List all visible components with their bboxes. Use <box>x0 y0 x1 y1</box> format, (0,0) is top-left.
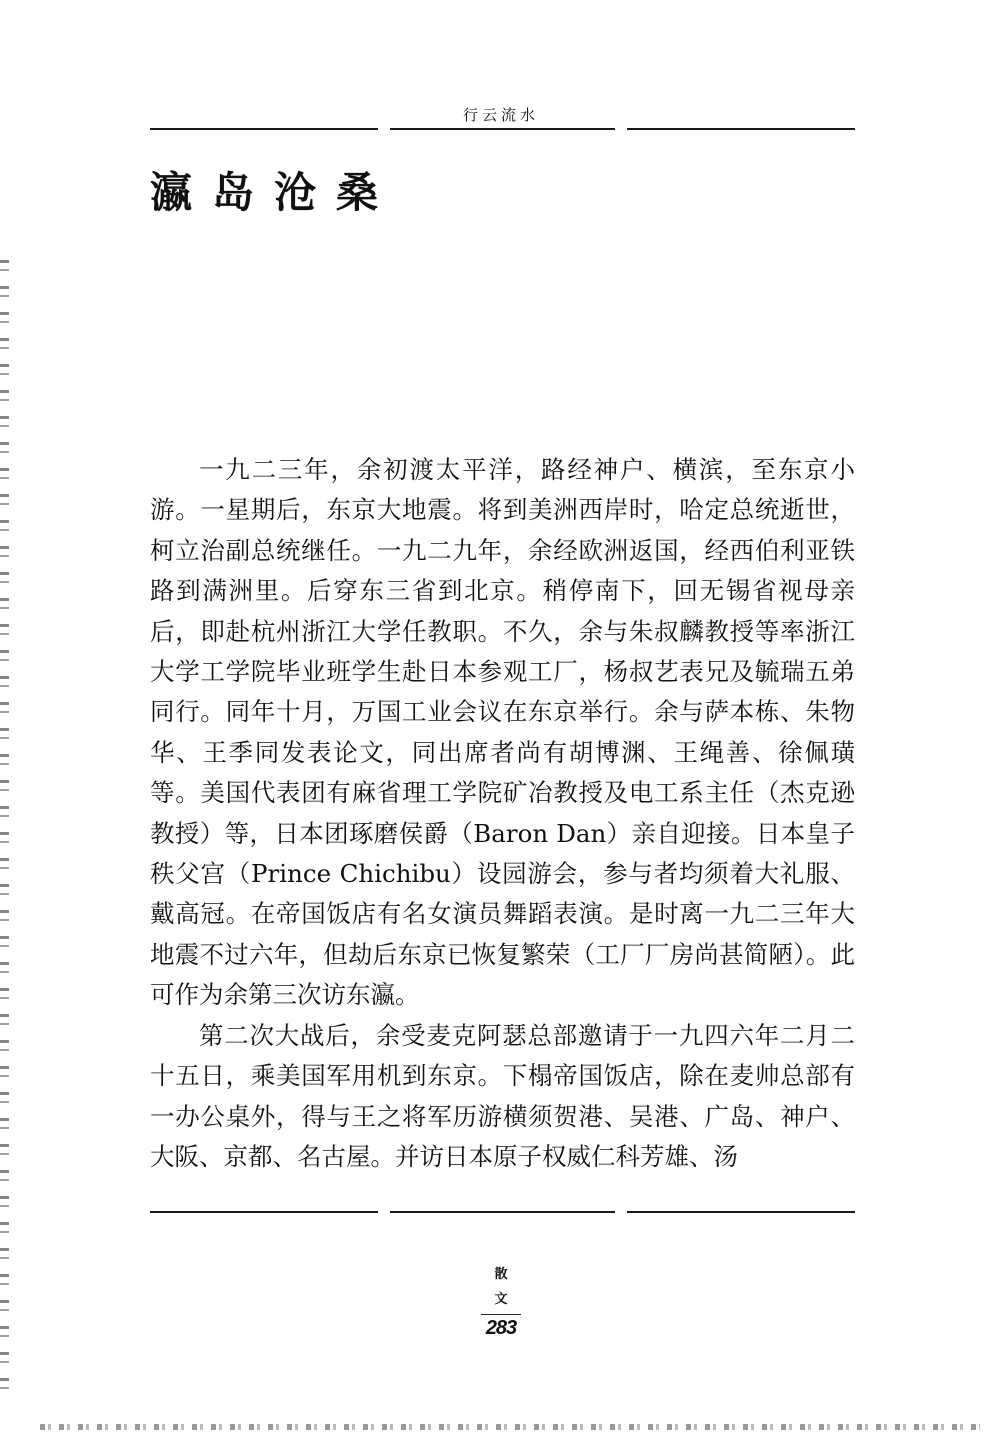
paragraph: 第二次大战后，余受麦克阿瑟总部邀请于一九四六年二月二十五日，乘美国军用机到东京。下榻帝国饭店，除在麦帅总部有一办公桌外，得与王之将军历游横须贺港、吴港、广岛、神户、大阪、京都、名古屋。并访日本原子权威仁科芳雄、汤 <box>150 1020 855 1171</box>
folio-divider <box>481 1314 521 1315</box>
scan-edge-artifact <box>40 1424 980 1430</box>
body-text <box>150 450 855 1177</box>
running-head: 行云流水 <box>462 106 539 124</box>
section-label: 散 <box>494 1267 508 1282</box>
section-label: 文 <box>494 1292 508 1307</box>
footer-rule <box>150 1211 855 1213</box>
page-folio <box>476 1262 526 1340</box>
paragraph: 一九二三年，余初渡太平洋，路经神户、横滨，至东京小游。一星期后，东京大地震。将到美洲西岸时，哈定总统逝世，柯立治副总统继任。一九二九年，余经欧洲返国，经西伯利亚铁路到满洲里。后穿东三省到北京。稍停南下，回无锡省视母亲后，即赴杭州浙江大学任教职。不久，余与朱叔麟教授等率浙江大学工学院毕业班学生赴日本参观工厂，杨叔艺表兄及毓瑞五弟同行。同年十月，万国工业会议在东京举行。余与萨本栋、朱物华、王季同发表论文，同出席者尚有胡博渊、王绳善、徐佩璜等。美国代表团有麻省理工学院矿冶教授及电工系主任（杰克逊教授）等，日本团琢磨侯爵（Baron Dan）亲自迎接。日本皇子秩父宫（Prince Chichibu）设园游会，参与者均须着大礼服、戴高冠。在帝国饭店有名女演员舞蹈表演。是时离一九二三年大地震不过六年，但劫后东京已恢复繁荣（工厂厂房尚甚简陋）。此可作为余第三次访东瀛。 <box>150 455 855 1010</box>
scan-edge-artifact <box>0 260 9 1390</box>
header-rule-segment <box>390 128 615 130</box>
footer-rule-segment <box>150 1211 378 1213</box>
header-rule-segment <box>627 128 855 130</box>
footer-rule-segment <box>390 1211 615 1213</box>
header-rule <box>150 128 855 130</box>
footer-rule-segment <box>627 1211 855 1213</box>
chapter-title: 瀛岛沧桑 <box>150 168 399 217</box>
page-number: 283 <box>485 1317 517 1339</box>
header-rule-segment <box>150 128 378 130</box>
